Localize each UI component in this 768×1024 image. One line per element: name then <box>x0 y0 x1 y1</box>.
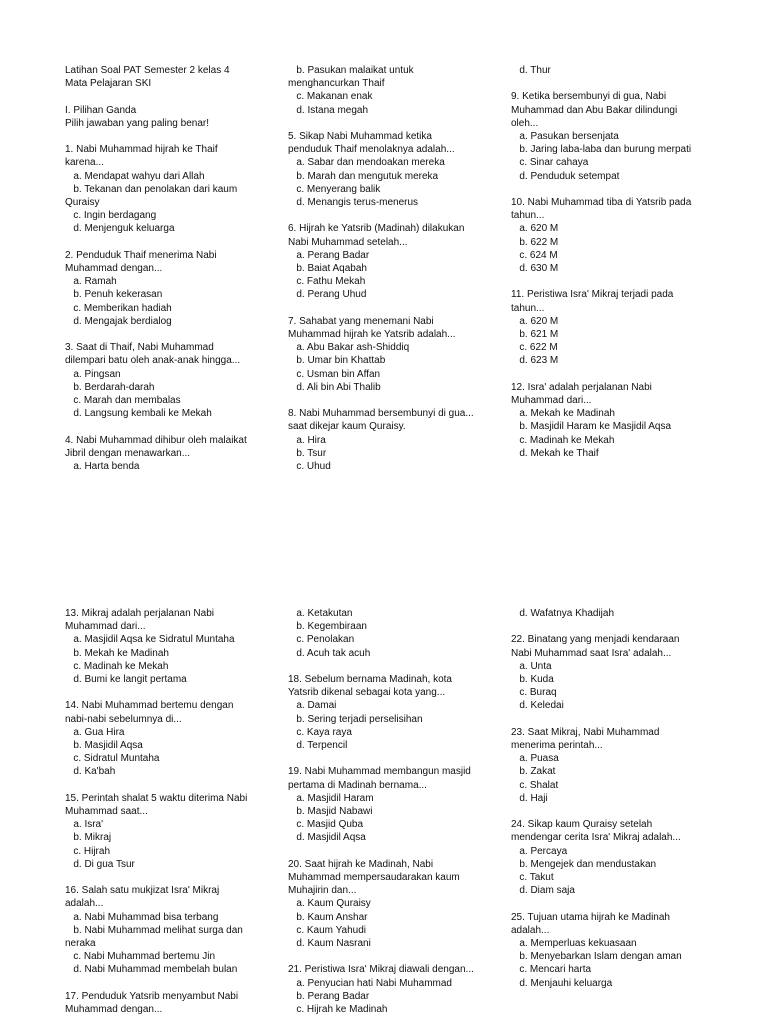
text-line <box>511 713 739 726</box>
text-line: c. 622 M <box>511 342 558 354</box>
text-line: d. Diam saja <box>511 885 575 897</box>
text-line: neraka <box>65 938 96 950</box>
text-line: 7. Sahabat yang menemani Nabi <box>288 315 434 327</box>
text-line: d. Masjidil Aqsa <box>288 832 366 844</box>
text-line: a. Puasa <box>511 753 559 765</box>
text-line: d. Mekah ke Thaif <box>511 447 599 459</box>
column-middle <box>288 64 516 473</box>
text-line: a. Pingsan <box>65 368 121 380</box>
text-line: 1. Nabi Muhammad hijrah ke Thaif <box>65 144 218 156</box>
text-line: 23. Saat Mikraj, Nabi Muhammad <box>511 726 660 738</box>
text-line: d. Kaum Nasrani <box>288 938 371 950</box>
text-line <box>65 779 293 792</box>
text-line: c. Kaya raya <box>288 726 352 738</box>
text-line <box>511 77 739 90</box>
text-line <box>288 950 516 963</box>
text-line: 12. Isra' adalah perjalanan Nabi <box>511 381 652 393</box>
text-line <box>65 236 293 249</box>
text-line: oleh... <box>511 117 539 129</box>
text-line: c. 624 M <box>511 249 558 261</box>
text-line: b. Pasukan malaikat untuk <box>288 65 414 76</box>
text-line: Nabi Muhammad saat Isra' adalah... <box>511 647 672 659</box>
text-line: Muhammad saat... <box>65 806 148 818</box>
text-line <box>288 660 516 673</box>
text-line: c. Madinah ke Mekah <box>65 660 169 672</box>
text-line: d. Keledai <box>511 700 564 712</box>
text-line: a. Ketakutan <box>288 608 353 619</box>
text-line: a. Harta benda <box>65 461 140 473</box>
text-line: 3. Saat di Thaif, Nabi Muhammad <box>65 342 214 354</box>
text-line: d. Menjenguk keluarga <box>65 223 175 235</box>
text-line: penduduk Thaif menolaknya adalah... <box>288 144 455 156</box>
text-line: tahun... <box>511 210 545 222</box>
text-line: b. Baiat Aqabah <box>288 263 367 275</box>
text-line <box>511 620 739 633</box>
text-line: adalah... <box>65 898 104 910</box>
text-line: d. Thur <box>511 65 551 76</box>
text-line: d. Ka'bah <box>65 766 116 778</box>
text-line: c. Memberikan hadiah <box>65 302 172 314</box>
text-line: c. Masjid Quba <box>288 819 364 831</box>
text-line: 17. Penduduk Yatsrib menyambut Nabi <box>65 990 239 1002</box>
text-line: a. Gua Hira <box>65 726 125 738</box>
text-line: d. Acuh tak acuh <box>288 647 371 659</box>
text-line: a. Abu Bakar ash-Shiddiq <box>288 342 410 354</box>
text-line: a. Unta <box>511 660 552 672</box>
text-line <box>65 686 293 699</box>
text-line: a. Percaya <box>511 845 568 857</box>
text-line: d. Terpencil <box>288 740 348 752</box>
text-line: 8. Nabi Muhammad bersembunyi di gua... <box>288 408 474 420</box>
text-line: Yatsrib dikenal sebagai kota yang... <box>288 687 446 699</box>
column-right <box>511 64 739 460</box>
text-line: Quraisy <box>65 197 100 208</box>
text-line: b. Perang Badar <box>288 990 370 1002</box>
text-line: adalah... <box>511 924 550 936</box>
text-line: Muhammad dengan... <box>65 263 163 274</box>
text-line: d. Mengajak berdialog <box>65 315 172 327</box>
text-line: menerima perintah... <box>511 740 603 751</box>
text-line: b. Berdarah-darah <box>65 381 155 393</box>
text-line: Muhammad dan Abu Bakar dilindungi <box>511 104 678 116</box>
text-line <box>288 752 516 765</box>
text-line: d. Nabi Muhammad membelah bulan <box>65 964 238 976</box>
text-line: 9. Ketika bersembunyi di gua, Nabi <box>511 91 667 103</box>
text-line: 4. Nabi Muhammad dihibur oleh malaikat <box>65 434 247 446</box>
column-left <box>65 607 293 1016</box>
text-line <box>65 328 293 341</box>
text-line: tahun... <box>511 302 545 314</box>
text-line: Muhammad dari... <box>65 621 146 633</box>
text-line <box>288 394 516 407</box>
text-line: pertama di Madinah bernama... <box>288 779 427 791</box>
text-line: karena... <box>65 157 104 169</box>
text-line: c. Makanan enak <box>288 91 373 103</box>
text-line: 2. Penduduk Thaif menerima Nabi <box>65 249 217 261</box>
text-line: menghancurkan Thaif <box>288 78 385 90</box>
text-line <box>65 977 293 990</box>
column-right <box>511 607 739 990</box>
text-line: a. 620 M <box>511 315 559 327</box>
text-line: b. Kaum Anshar <box>288 911 368 923</box>
text-line: a. Penyucian hati Nabi Muhammad <box>288 977 452 989</box>
text-line: 22. Binatang yang menjadi kendaraan <box>511 634 680 646</box>
text-line: Muhammad hijrah ke Yatsrib adalah... <box>288 329 456 341</box>
text-line: Nabi Muhammad setelah... <box>288 236 408 248</box>
text-line: b. Penuh kekerasan <box>65 289 163 301</box>
text-line: b. Masjid Nabawi <box>288 806 373 818</box>
text-line: 10. Nabi Muhammad tiba di Yatsrib pada <box>511 197 692 208</box>
text-line: b. Sering terjadi perselisihan <box>288 713 423 725</box>
text-line: Mata Pelajaran SKI <box>65 78 152 90</box>
text-line: 6. Hijrah ke Yatsrib (Madinah) dilakukan <box>288 223 465 235</box>
text-line: 13. Mikraj adalah perjalanan Nabi <box>65 608 214 619</box>
text-line: I. Pilihan Ganda <box>65 104 137 116</box>
text-line <box>511 275 739 288</box>
text-line: 15. Perintah shalat 5 waktu diterima Nabi <box>65 792 248 804</box>
text-line: b. 622 M <box>511 236 559 248</box>
text-line: a. Sabar dan mendoakan mereka <box>288 157 445 169</box>
text-line <box>65 90 293 103</box>
text-line: d. Haji <box>511 792 548 804</box>
text-line: b. Umar bin Khattab <box>288 355 386 367</box>
text-line: c. Uhud <box>288 461 331 473</box>
text-line <box>288 845 516 858</box>
text-line: a. Masjidil Haram <box>288 792 374 804</box>
text-line: c. Usman bin Affan <box>288 368 381 380</box>
text-line: c. Hijrah ke Madinah <box>288 1004 388 1016</box>
text-line: b. Masjidil Haram ke Masjidil Aqsa <box>511 421 672 433</box>
text-line <box>511 183 739 196</box>
text-line: Pilih jawaban yang paling benar! <box>65 117 209 129</box>
text-line: d. Bumi ke langit pertama <box>65 674 187 686</box>
text-line: c. Hijrah <box>65 845 111 857</box>
text-line: b. Zakat <box>511 766 556 778</box>
text-line: b. Mengejek dan mendustakan <box>511 858 657 870</box>
text-line: c. Takut <box>511 872 554 884</box>
text-line: c. Menyerang balik <box>288 183 381 195</box>
text-line: 24. Sikap kaum Quraisy setelah <box>511 819 653 831</box>
text-line: d. Menangis terus-menerus <box>288 197 419 209</box>
column-middle <box>288 607 516 1016</box>
text-line: 11. Peristiwa Isra' Mikraj terjadi pada <box>511 289 674 301</box>
text-line: d. Perang Uhud <box>288 289 367 301</box>
text-line <box>65 420 293 433</box>
text-line: 16. Salah satu mukjizat Isra' Mikraj <box>65 885 220 897</box>
text-line: a. Perang Badar <box>288 249 370 261</box>
text-line: d. Menjauhi keluarga <box>511 977 613 989</box>
text-line: c. Madinah ke Mekah <box>511 434 615 446</box>
text-line: b. Menyebarkan Islam dengan aman <box>511 951 682 963</box>
text-line: Muhajirin dan... <box>288 885 357 897</box>
text-line: b. Tsur <box>288 447 327 459</box>
text-line: c. Penolakan <box>288 634 355 646</box>
text-line: b. Tekanan dan penolakan dari kaum <box>65 183 238 195</box>
text-line: c. Shalat <box>511 779 559 791</box>
text-line: Muhammad dari... <box>511 395 592 407</box>
text-line: Jibril dengan menawarkan... <box>65 447 191 459</box>
text-line: a. Hira <box>288 434 326 446</box>
text-line: b. Mikraj <box>65 832 112 844</box>
text-line: nabi-nabi sebelumnya di... <box>65 713 182 725</box>
text-line: c. Marah dan membalas <box>65 395 181 407</box>
text-line: 14. Nabi Muhammad bertemu dengan <box>65 700 234 712</box>
text-line: a. Ramah <box>65 276 117 288</box>
text-line: c. Mencari harta <box>511 964 592 976</box>
text-line: d. Ali bin Abi Thalib <box>288 381 381 393</box>
text-line: a. Memperluas kekuasaan <box>511 938 637 950</box>
text-line: a. Masjidil Aqsa ke Sidratul Muntaha <box>65 634 235 646</box>
text-line: d. Wafatnya Khadijah <box>511 608 615 619</box>
text-line: c. Nabi Muhammad bertemu Jin <box>65 951 216 963</box>
text-line: c. Ingin berdagang <box>65 210 157 222</box>
text-line: a. Pasukan bersenjata <box>511 131 619 142</box>
text-line: 18. Sebelum bernama Madinah, kota <box>288 674 452 685</box>
text-line: a. 620 M <box>511 223 559 235</box>
text-line: d. Penduduk setempat <box>511 170 620 182</box>
text-line: a. Nabi Muhammad bisa terbang <box>65 911 219 923</box>
text-line: c. Kaum Yahudi <box>288 924 367 936</box>
text-line: c. Fathu Mekah <box>288 276 366 288</box>
text-line: d. Di gua Tsur <box>65 858 135 870</box>
column-left <box>65 64 293 473</box>
text-line <box>511 897 739 910</box>
text-line: a. Kaum Quraisy <box>288 898 371 910</box>
text-line: d. Istana megah <box>288 104 369 116</box>
text-line: b. Kegembiraan <box>288 621 367 633</box>
text-line: b. Jaring laba-laba dan burung merpati <box>511 144 692 156</box>
text-line: d. Langsung kembali ke Mekah <box>65 408 212 420</box>
text-line: a. Damai <box>288 700 337 712</box>
text-line: c. Sinar cahaya <box>511 157 589 169</box>
text-line <box>511 805 739 818</box>
text-line: 20. Saat hijrah ke Madinah, Nabi <box>288 858 434 870</box>
text-line: dilempari batu oleh anak-anak hingga... <box>65 355 241 367</box>
text-line: Latihan Soal PAT Semester 2 kelas 4 <box>65 65 230 76</box>
text-line <box>511 368 739 381</box>
text-line: b. 621 M <box>511 329 559 341</box>
text-line: 19. Nabi Muhammad membangun masjid <box>288 766 471 778</box>
text-line: c. Buraq <box>511 687 557 699</box>
text-line: Muhammad mempersaudarakan kaum <box>288 872 460 884</box>
text-line: a. Mendapat wahyu dari Allah <box>65 170 205 182</box>
text-line: 25. Tujuan utama hijrah ke Madinah <box>511 911 670 923</box>
text-line: 21. Peristiwa Isra' Mikraj diawali dengan... <box>288 964 474 976</box>
text-line: b. Marah dan mengutuk mereka <box>288 170 439 182</box>
text-line: 5. Sikap Nabi Muhammad ketika <box>288 131 432 142</box>
text-line: d. 630 M <box>511 263 559 275</box>
text-line: d. 623 M <box>511 355 559 367</box>
text-line: c. Sidratul Muntaha <box>65 753 160 765</box>
text-line: b. Masjidil Aqsa <box>65 740 143 752</box>
text-line <box>288 302 516 315</box>
text-line: mendengar cerita Isra' Mikraj adalah... <box>511 832 681 844</box>
text-line <box>65 130 293 143</box>
text-line <box>288 117 516 130</box>
text-line: b. Mekah ke Madinah <box>65 647 169 659</box>
text-line <box>65 871 293 884</box>
text-line <box>288 209 516 222</box>
text-line: a. Mekah ke Madinah <box>511 408 615 420</box>
text-line: a. Isra' <box>65 819 104 831</box>
text-line: Muhammad dengan... <box>65 1004 163 1016</box>
text-line: b. Nabi Muhammad melihat surga dan <box>65 924 243 936</box>
text-line: b. Kuda <box>511 674 554 685</box>
text-line: saat dikejar kaum Quraisy. <box>288 421 406 433</box>
